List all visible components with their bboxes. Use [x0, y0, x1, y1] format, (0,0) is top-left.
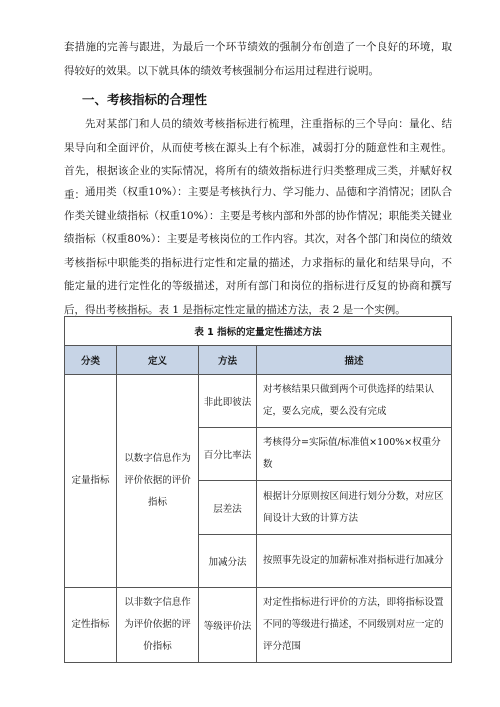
method-cell: 非此即彼法: [199, 375, 257, 428]
category-cell-qualitative: 定性指标: [65, 588, 117, 663]
table-header-row: [65, 346, 452, 375]
method-cell: 百分比率法: [199, 428, 257, 481]
table-caption-row: [65, 317, 452, 346]
header-category: 分类: [65, 346, 117, 375]
category-cell-quantitative: 定量指标: [65, 375, 117, 588]
method-cell: 层差法: [199, 481, 257, 535]
description-cell: 根据计分原则按区间进行划分分数，对应区间设计大致的计算方法: [257, 481, 452, 535]
body-paragraph-1: 先对某部门和人员的绩效考核指标进行梳理，注重指标的三个导向：量化、结果导向和全面评价，从而使考核在源头上有个标准，减弱打分的随意性和主观性。首先，根据该企业的实际情况，将所有的绩效指标进行归类整理成三类，并赋好权重：: [64, 118, 452, 201]
body-paragraph-2: 通用类（权重10%）：主要是考核执行力、学习能力、品德和字消情况；团队合作类关键业绩指标（权重10%）：主要是考核内部和外部的协作情况；职能类关键业绩指标（权重80%）：主要是考核岗位的工作内容。其次，对各个部门和岗位的绩效考核指标中职能类的指标进行定性和定量的描述，力求指标的量化和结果导向，不能定量的进行定性化的等级描述，对所有部门和岗位的指标进行反复的协商和撰写后，得出考核指标。表 1 是指标定性定量的描述方法，表 2 是一个实例。: [64, 186, 452, 316]
description-cell: 对考核结果只做到两个可供选择的结果认定，要么完成，要么没有完成: [257, 375, 452, 428]
header-description: 描述: [257, 346, 452, 375]
description-cell: 按照事先设定的加薪标准对指标进行加减分: [257, 535, 452, 588]
description-cell: 考核得分=实际值/标准值×100%×权重分数: [257, 428, 452, 481]
table-row: [65, 588, 452, 663]
intro-paragraph: 套措施的完善与跟进，为最后一个环节绩效的强制分布创造了一个良好的环境，取得较好的效果。以下就具体的绩效考核强制分布运用过程进行说明。: [64, 41, 452, 77]
definition-cell-qualitative: 以非数字信息作为评价依据的评价指标: [117, 588, 199, 663]
header-method: 方法: [199, 346, 257, 375]
method-cell: 加减分法: [199, 535, 257, 588]
method-cell: 等级评价法: [199, 588, 257, 663]
section-heading: 一、考核指标的合理性: [82, 92, 208, 107]
table-row: [65, 375, 452, 428]
description-cell: 对定性指标进行评价的方法，即将指标设置不同的等级进行描述，不同级别对应一定的评分范围: [257, 588, 452, 663]
indicator-method-table: [64, 316, 452, 663]
header-definition: 定义: [117, 346, 199, 375]
table-caption: 表 1 指标的定量定性描述方法: [65, 317, 452, 346]
definition-cell-quantitative: 以数字信息作为评价依据的评价指标: [117, 375, 199, 588]
